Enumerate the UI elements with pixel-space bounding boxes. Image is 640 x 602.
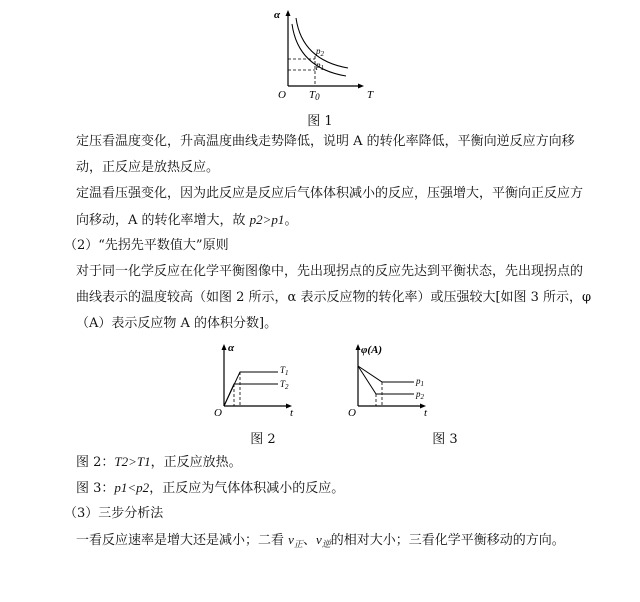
fig3-y-label: φ(A)	[361, 344, 383, 356]
fig3-label-p1: $p_1$	[416, 376, 424, 388]
fig1-x-arrow	[358, 84, 364, 89]
section3-separator: 、	[302, 533, 316, 548]
fig3-x-label: t	[424, 407, 428, 419]
figure-1	[268, 6, 378, 106]
fig3-origin-label: O	[348, 407, 356, 419]
fig1-label-p2: $p_2$	[316, 46, 324, 58]
para2-line2-text: 向移动，A 的转化率增大，故	[76, 213, 250, 228]
v-reverse-symbol: v	[315, 532, 322, 547]
fig2-y-label: α	[228, 342, 235, 354]
fig2-curve-t2	[224, 384, 278, 406]
fig3-note-inequality: p1<p2	[114, 480, 150, 495]
v-reverse-subscript: 逆	[321, 540, 331, 550]
para1-line2: 动，正反应是放热反应。	[76, 160, 220, 175]
fig1-tick-t0: T0	[309, 89, 320, 102]
fig2-note	[76, 453, 242, 472]
fig1-x-label: T	[367, 89, 374, 101]
fig2-label-t1: $T_1$	[280, 365, 289, 377]
v-forward-symbol: v	[288, 532, 294, 547]
section3-heading: （3）三步分析法	[64, 506, 164, 521]
para2-line2-end: 。	[284, 213, 298, 228]
section2-line3: （A）表示反应物 A 的体积分数]。	[76, 316, 278, 331]
section2-line1: 对于同一化学反应在化学平衡图像中，先出现拐点的反应先达到平衡状态，先出现拐点的	[76, 264, 584, 279]
fig2-note-text: ，正反应放热。	[150, 455, 242, 470]
figure-1-caption: 图 1	[307, 114, 333, 129]
para2-line1: 定温看压强变化，因为此反应是反应后气体体积减小的反应，压强增大，平衡向正反应方	[76, 186, 584, 201]
fig2-y-arrow	[222, 344, 227, 350]
fig1-label-p1: $p_1$	[316, 60, 324, 72]
para2-line2	[76, 211, 297, 230]
fig2-label-t2: $T_2$	[280, 379, 289, 391]
figure-2-caption: 图 2	[250, 432, 276, 447]
fig2-origin-label: O	[214, 407, 222, 419]
fig2-x-label: t	[290, 407, 294, 419]
section3-line1	[76, 531, 565, 554]
figure-3	[344, 340, 444, 420]
fig1-y-label: α	[274, 9, 281, 21]
fig2-note-prefix: 图 2：	[76, 455, 115, 470]
figure-3-caption: 图 3	[432, 432, 458, 447]
figure-2-graph	[210, 340, 310, 420]
section2-line2: 曲线表示的温度较高（如图 2 所示，α 表示反应物的转化率）或压强较大[如图 3 所示，φ	[76, 290, 592, 305]
fig3-note-text: ，正反应为气体体积减小的反应。	[149, 481, 345, 496]
para1-line1: 定压看温度变化，升高温度曲线走势降低，说明 A 的转化率降低，平衡向逆反应方向移	[76, 134, 575, 149]
figure-1-graph	[268, 6, 378, 106]
fig1-curve-p2	[296, 18, 348, 68]
figure-3-graph	[344, 340, 444, 420]
v-forward-subscript: 正	[293, 540, 303, 550]
fig3-note-prefix: 图 3：	[76, 481, 115, 496]
section3-text-b: 的相对大小；三看化学平衡移动的方向。	[330, 533, 565, 548]
fig2-note-inequality: T2>T1	[114, 454, 151, 469]
fig3-curve-p2	[358, 366, 414, 394]
fig1-y-arrow	[286, 10, 291, 16]
section3-text-a: 一看反应速率是增大还是减小；二看	[76, 533, 289, 548]
section2-heading: （2）“先拐先平数值大”原则	[64, 238, 229, 253]
fig3-y-arrow	[356, 344, 361, 350]
fig3-label-p2: $p_2$	[416, 389, 424, 401]
figure-2	[210, 340, 310, 420]
para2-inequality: p2>p1	[249, 212, 285, 227]
fig1-origin-label: O	[278, 89, 286, 101]
fig3-note	[76, 479, 344, 498]
